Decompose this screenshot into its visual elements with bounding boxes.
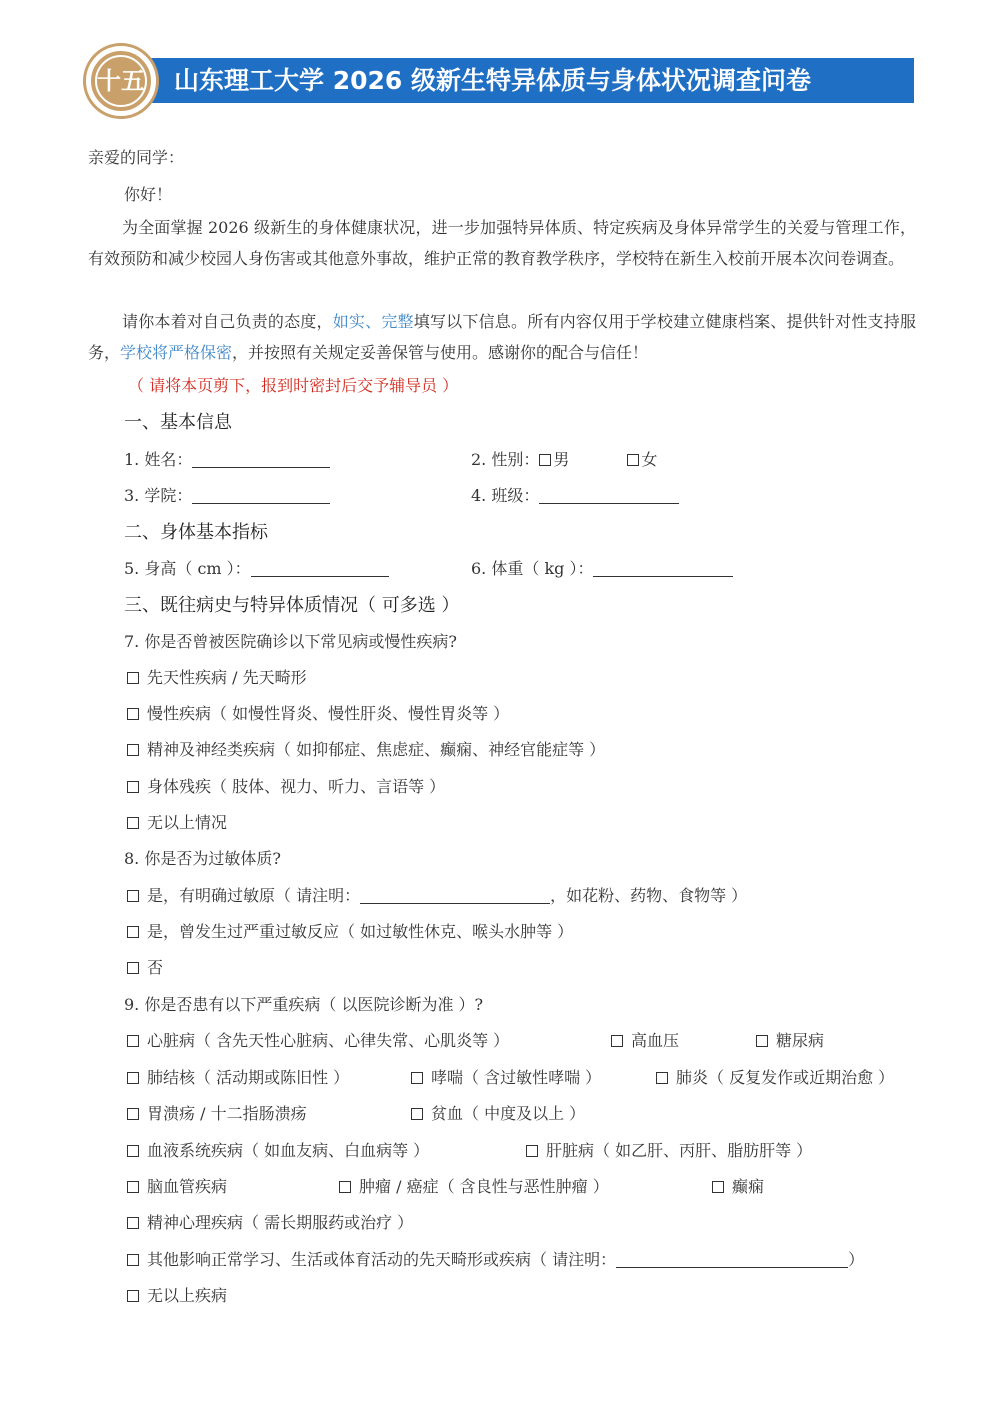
height-input-line[interactable] — [251, 560, 389, 577]
class-field — [471, 486, 679, 506]
q9-option-heart — [127, 1031, 509, 1051]
q7-option-label: 无以上情况 — [147, 813, 228, 832]
weight-input-line[interactable] — [593, 560, 733, 577]
q9-option-label: 肿瘤 / 癌症（ 含良性与恶性肿瘤 ） — [359, 1177, 609, 1196]
q9-checkbox-blood[interactable] — [127, 1145, 139, 1157]
q9-checkbox-epilepsy[interactable] — [712, 1181, 724, 1193]
q7-question: 7. 你是否曾被医院确诊以下常见病或慢性疾病? — [124, 632, 457, 651]
female-checkbox[interactable] — [627, 454, 639, 466]
q7-option-mental-neuro — [127, 740, 605, 760]
q9-checkbox-mental[interactable] — [127, 1217, 139, 1229]
page-title: 山东理工大学 2026 级新生特异体质与身体状况调查问卷 — [174, 66, 811, 95]
height-field — [124, 559, 389, 579]
intro-paragraph-2 — [88, 306, 916, 368]
q9-option-asthma — [411, 1068, 601, 1088]
class-label: 4. 班级： — [471, 486, 540, 505]
intro-p2-text-b: 填写以下信息。所有内容仅用于学校建立健康档案、提供针对性支持服务， — [88, 312, 916, 362]
q9-option-anemia — [411, 1104, 585, 1124]
q9-option-diabetes — [756, 1031, 824, 1051]
intro-paragraph-1: 为全面掌握 2026 级新生的身体健康状况，进一步加强特异体质、特定疾病及身体异常学生的关爱与管理工作，有效预防和减少校园人身伤害或其他意外事故，维护正常的教育教学秩序，学校特在新生入校前开展本次问卷调查。 — [88, 218, 916, 268]
q7-option-label: 先天性疾病 / 先天畸形 — [147, 668, 307, 687]
q9-option-mental — [127, 1213, 413, 1233]
q8-checkbox-0[interactable] — [127, 890, 139, 902]
q9-option-tumor — [339, 1177, 609, 1197]
chapter-badge-label: 十五 — [95, 55, 147, 107]
q9-option-label: 糖尿病 — [776, 1031, 825, 1050]
q9-option-pneumonia — [656, 1068, 894, 1088]
q9-option-label: 肺炎（ 反复发作或近期治愈 ） — [676, 1068, 895, 1087]
q9-option-label: 脑血管疾病 — [147, 1177, 228, 1196]
name-label: 1. 姓名： — [124, 450, 193, 469]
q7-checkbox-1[interactable] — [127, 708, 139, 720]
other-disease-input-line[interactable] — [616, 1251, 848, 1268]
q9-option-liver — [526, 1141, 812, 1161]
q7-option-congenital — [127, 668, 307, 688]
q7-option-label: 身体残疾（ 肢体、视力、听力、言语等 ） — [147, 777, 446, 796]
q9-option-label: 哮喘（ 含过敏性哮喘 ） — [431, 1068, 602, 1087]
q9-option-label: 癫痫 — [732, 1177, 765, 1196]
hello: 你好！ — [124, 185, 173, 204]
name-field — [124, 450, 330, 470]
q9-question: 9. 你是否患有以下严重疾病（ 以医院诊断为准 ）? — [124, 995, 484, 1014]
male-label: 男 — [553, 450, 570, 469]
weight-label: 6. 体重（ kg ）： — [471, 559, 594, 578]
q8-question: 8. 你是否为过敏体质? — [124, 849, 281, 868]
q7-option-label: 慢性疾病（ 如慢性肾炎、慢性肝炎、慢性胃炎等 ） — [147, 704, 510, 723]
female-label: 女 — [641, 450, 658, 469]
q9-option-label: 心脏病（ 含先天性心脏病、心律失常、心肌炎等 ） — [147, 1031, 510, 1050]
q8-checkbox-2[interactable] — [127, 962, 139, 974]
intro-p2-highlight-2: 学校将严格保密 — [120, 343, 233, 362]
weight-field — [471, 559, 733, 579]
q9-option-label: 血液系统疾病（ 如血友病、白血病等 ） — [147, 1141, 430, 1160]
q9-checkbox-diabetes[interactable] — [756, 1035, 768, 1047]
q7-checkbox-2[interactable] — [127, 744, 139, 756]
class-input-line[interactable] — [539, 487, 679, 504]
q8-option-label: 是，有明确过敏原（ 请注明： — [147, 886, 361, 905]
q9-option-label: 肝脏病（ 如乙肝、丙肝、脂肪肝等 ） — [546, 1141, 813, 1160]
q8-option-label-tail: ，如花粉、药物、食物等 ） — [550, 886, 748, 905]
chapter-badge — [86, 46, 156, 116]
cut-notice: （ 请将本页剪下，报到时密封后交予辅导员 ） — [128, 376, 459, 395]
q9-checkbox-liver[interactable] — [526, 1145, 538, 1157]
section-body-metrics: 二、身体基本指标 — [124, 522, 268, 543]
male-checkbox[interactable] — [539, 454, 551, 466]
q9-option-label: 胃溃疡 / 十二指肠溃疡 — [147, 1104, 307, 1123]
q9-checkbox-cerebro[interactable] — [127, 1181, 139, 1193]
name-input-line[interactable] — [192, 451, 330, 468]
allergen-input-line[interactable] — [360, 887, 550, 904]
intro-p2-highlight-1: 如实、完整 — [332, 312, 414, 331]
q8-checkbox-1[interactable] — [127, 926, 139, 938]
q9-option-label: 其他影响正常学习、生活或体育活动的先天畸形或疾病（ 请注明： — [147, 1250, 617, 1269]
q9-checkbox-asthma[interactable] — [411, 1072, 423, 1084]
section-basic-info: 一、基本信息 — [124, 412, 232, 433]
q9-option-other — [127, 1250, 864, 1270]
q8-option-allergen — [127, 886, 747, 906]
q9-checkbox-pneumonia[interactable] — [656, 1072, 668, 1084]
section-medical-history: 三、既往病史与特异体质情况（ 可多选 ） — [124, 595, 460, 616]
q9-option-epilepsy — [712, 1177, 764, 1197]
q9-option-label: 精神心理疾病（ 需长期服药或治疗 ） — [147, 1213, 414, 1232]
q9-option-hypertension — [611, 1031, 679, 1051]
q9-checkbox-tb[interactable] — [127, 1072, 139, 1084]
page-header — [86, 46, 916, 116]
q8-option-label: 是，曾发生过严重过敏反应（ 如过敏性休克、喉头水肿等 ） — [147, 922, 574, 941]
gender-label: 2. 性别： — [471, 450, 540, 469]
q7-option-disability — [127, 777, 445, 797]
q9-option-label-tail: ） — [848, 1250, 865, 1269]
college-label: 3. 学院： — [124, 486, 193, 505]
college-field — [124, 486, 330, 506]
q9-option-label: 肺结核（ 活动期或陈旧性 ） — [147, 1068, 350, 1087]
greeting: 亲爱的同学： — [88, 148, 185, 167]
q8-option-severe — [127, 922, 573, 942]
q9-option-tb — [127, 1068, 349, 1088]
q9-option-label: 无以上疾病 — [147, 1286, 228, 1305]
q7-checkbox-4[interactable] — [127, 817, 139, 829]
q7-checkbox-0[interactable] — [127, 672, 139, 684]
q9-option-blood — [127, 1141, 429, 1161]
q9-option-ulcer — [127, 1104, 307, 1124]
q9-option-cerebro — [127, 1177, 227, 1197]
q7-option-none — [127, 813, 227, 833]
college-input-line[interactable] — [192, 487, 330, 504]
q9-checkbox-none[interactable] — [127, 1290, 139, 1302]
q9-option-label: 贫血（ 中度及以上 ） — [431, 1104, 586, 1123]
q7-option-chronic — [127, 704, 509, 724]
intro-p2-text-c: ，并按照有关规定妥善保管与使用。感谢你的配合与信任！ — [232, 343, 649, 362]
q9-checkbox-ulcer[interactable] — [127, 1108, 139, 1120]
q9-checkbox-heart[interactable] — [127, 1035, 139, 1047]
height-label: 5. 身高（ cm ）： — [124, 559, 251, 578]
q9-checkbox-tumor[interactable] — [339, 1181, 351, 1193]
q9-option-none — [127, 1286, 227, 1306]
gender-field — [471, 450, 657, 470]
q9-option-label: 高血压 — [631, 1031, 680, 1050]
q8-option-no — [127, 958, 163, 978]
q7-checkbox-3[interactable] — [127, 781, 139, 793]
q9-checkbox-other[interactable] — [127, 1254, 139, 1266]
intro-p2-text-a: 请你本着对自己负责的态度， — [122, 312, 333, 331]
q7-option-label: 精神及神经类疾病（ 如抑郁症、焦虑症、癫痫、神经官能症等 ） — [147, 740, 606, 759]
q8-option-label: 否 — [147, 958, 164, 977]
q9-checkbox-hypertension[interactable] — [611, 1035, 623, 1047]
q9-checkbox-anemia[interactable] — [411, 1108, 423, 1120]
